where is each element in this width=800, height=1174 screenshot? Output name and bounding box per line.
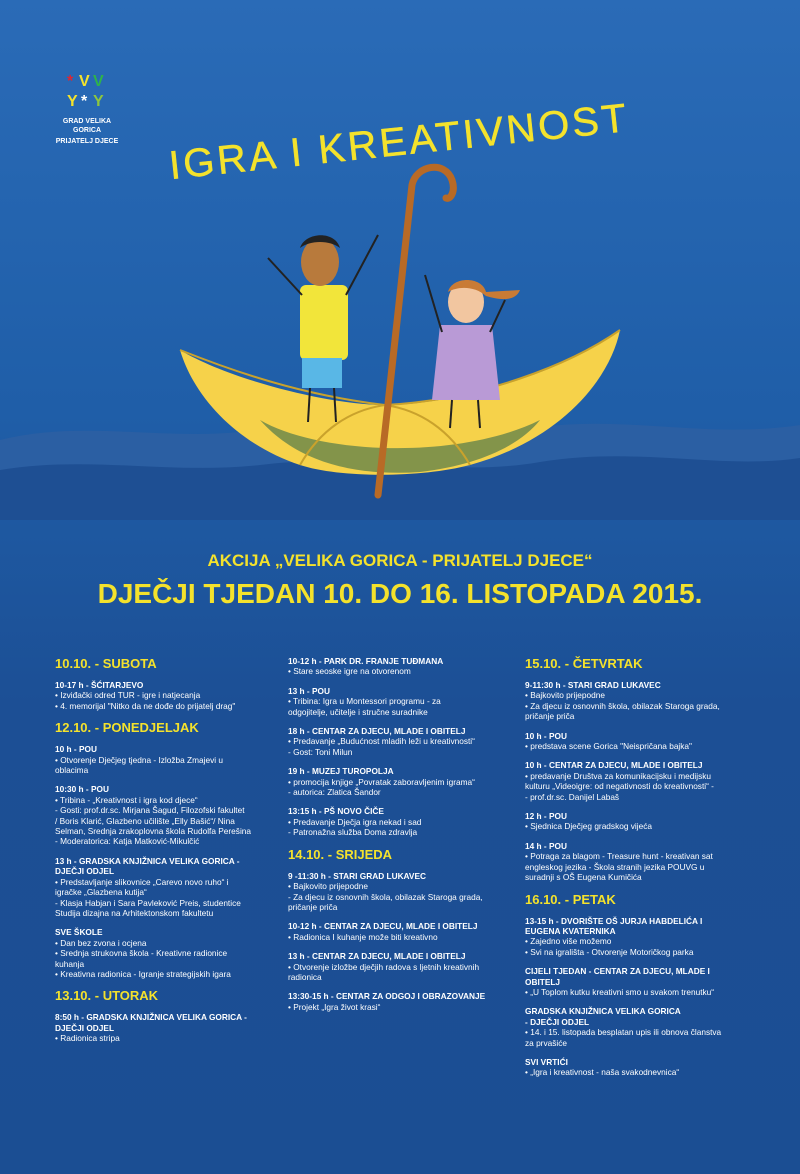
event-line: • Otvorenje Dječjeg tjedna - Izložba Zmajevi u [55,754,223,765]
event-line: • Otvorenje izložbe dječjih radova s ljetnih kreativnih [288,961,480,972]
event-heading-cont: EUGENA KVATERNIKA [525,925,616,936]
event-heading: 9-11:30 h - STARI GRAD LUKAVEC [525,680,661,690]
event-heading-cont: - DJEČJI ODJEL [525,1016,590,1027]
event-line: - autorica: Zlatica Šandor [288,787,381,798]
campaign-subtitle: AKCIJA „VELIKA GORICA - PRIJATELJ DJECE“ [207,551,593,570]
event-line: - Moderatorica: Katja Matković-Mikulčić [55,836,200,847]
event-heading: 10-17 h - ŠĆITARJEVO [55,680,144,690]
event-heading: 19 h - MUZEJ TUROPOLJA [288,766,394,777]
event-heading: 10 h - CENTAR ZA DJECU, MLADE I OBITELJ [525,760,703,771]
event-line: suradnji s OŠ Eugena Kumičića [525,872,642,883]
event-line: - Za djecu iz osnovnih škola, obilazak Staroga grada, [288,891,483,902]
event-heading: 10 h - POU [525,730,567,741]
event-item [525,760,755,802]
event-item [288,686,518,717]
event-item [525,811,755,832]
event-item [55,744,295,775]
svg-text:Y: Y [93,93,104,110]
event-line: • Predstavljanje slikovnice „Carevo novo ruho“ i [55,876,229,887]
event-item [55,784,295,846]
event-line: • Radionica I kuhanje može biti kreativno [288,931,438,942]
event-line: • Radionica stripa [55,1033,120,1044]
day-heading: 16.10. - PETAK [525,891,616,907]
event-item [288,951,518,982]
event-line: pričanje priča [525,711,575,722]
event-item [288,806,518,837]
day-heading: 15.10. - ČETVRTAK [525,656,643,671]
event-item [288,871,518,913]
event-item [288,991,518,1012]
event-item [525,966,755,997]
event-line: - Patronažna služba Doma zdravlja [288,827,418,838]
logo-caption-2: PRIJATELJ DJECE [55,138,119,145]
event-item [525,1057,755,1078]
logo-mark-icon [65,70,109,110]
event-heading: CIJELI TJEDAN - CENTAR ZA DJECU, MLADE I [525,966,710,977]
event-heading-cont: OBITELJ [525,976,561,987]
event-line: - Gost: Toni Milun [288,746,353,757]
event-line: • Izviđački odred TUR - igre i natjecanja [55,690,201,701]
event-heading: 13 h - GRADSKA KNJIŽNICA VELIKA GORICA - [55,855,240,866]
event-line: oblacima [55,765,89,776]
event-heading-cont: DJEČJI ODJEL [55,1022,115,1033]
schedule-column-1 [55,656,295,1053]
event-line: • Dan bez zvona i ocjena [55,937,147,948]
event-item [55,1012,295,1043]
day-heading: 14.10. - SRIJEDA [288,846,393,862]
event-line: • promocija knjige „Povratak zaboravljenim igrama“ [288,776,475,787]
event-line: Studija dizajna na Arhitektonskom fakultetu [55,907,214,918]
event-line: • Potraga za blagom - Treasure hunt - kreativan sat [525,851,713,862]
event-line: - Gosti: prof.dr.sc. Mirjana Šagud, Filozofski fakultet [55,805,245,816]
event-heading: GRADSKA KNJIŽNICA VELIKA GORICA [525,1006,681,1017]
logo [52,70,122,146]
event-line: • Predavanje Dječja igra nekad i sad [288,816,422,827]
event-line: Selman, Srednja zrakoplovna škola Rudolfa Perešina [55,826,252,837]
event-line: • „U Toplom kutku kreativni smo u svakom trenutku“ [525,986,715,997]
event-heading: 10-12 h - CENTAR ZA DJECU, MLADE I OBITELJ [288,921,478,932]
event-line: • Svi na igrališta - Otvorenje Motoričkog parka [525,946,694,957]
event-item [525,1006,755,1048]
event-heading: 18 h - CENTAR ZA DJECU, MLADE I OBITELJ [288,726,466,737]
event-item [55,680,295,711]
event-line: • Zajedno više možemo [525,936,612,947]
schedule-column-2 [288,656,518,1021]
event-line: pričanje priča [288,901,338,912]
event-line: • Sjednica Dječjeg gradskog vijeća [525,821,652,832]
event-heading: 13 h - POU [288,685,330,696]
event-line: • Tribina - „Kreativnost i igra kod djece“ [55,794,198,805]
event-line: • Srednja strukovna škola - Kreativne radionice [55,948,228,959]
event-line: kuhanja [55,958,85,969]
event-heading: 10:30 h - POU [55,784,109,795]
event-heading: 13-15 h - DVORIŠTE OŠ JURJA HABDELIĆA I [525,915,703,926]
event-item [525,680,755,722]
event-line: • Tribina: Igra u Montessori programu - za [288,696,441,707]
event-item [288,766,518,797]
event-heading: SVI VRTIĆI [525,1056,568,1067]
day-heading: 12.10. - PONEDJELJAK [55,720,199,736]
event-item [525,731,755,752]
event-line: • „Igra i kreativnost - naša svakodnevnica“ [525,1067,680,1078]
event-line: • predavanje Društva za komunikacijsku i medijsku [525,770,711,781]
event-line: odgojitelje, učitelje i stručne suradnike [288,706,428,717]
day-heading: 13.10. - UTORAK [55,988,159,1004]
event-heading: 12 h - POU [525,811,567,822]
event-item [288,921,518,942]
event-line: engleskog jezika - Škola stranih jezika POUVG u [525,861,705,872]
event-heading: 9 -11:30 h - STARI GRAD LUKAVEC [288,870,426,881]
event-line: kulturu „Videoigre: od negativnosti do kreativnosti“ - [525,781,714,792]
svg-text:*: * [81,93,88,110]
event-heading: SVE ŠKOLE [55,927,103,938]
event-line: • Kreativna radionica - Igranje strategijskih igara [55,968,231,979]
svg-text:Y: Y [67,93,78,110]
event-heading: 13 h - CENTAR ZA DJECU, MLADE I OBITELJ [288,951,466,962]
event-title: DJEČJI TJEDAN 10. DO 16. LISTOPADA 2015. [97,578,703,609]
event-line: / Boris Klarić, Glazbeno učilište „Elly Bašić“/ Nina [55,815,235,826]
event-heading: 14 h - POU [525,840,567,851]
event-line: • predstava scene Gorica "Neispričana bajka" [525,741,692,752]
event-item [525,916,755,958]
event-line: radionica [288,971,322,982]
event-line: • Projekt „Igra život krasi“ [288,1001,381,1012]
event-line: • Bajkovito prijepodne [525,690,605,701]
event-item [55,927,295,979]
event-heading: 13:30-15 h - CENTAR ZA ODGOJ I OBRAZOVANJE [288,991,486,1002]
event-item [288,726,518,757]
svg-text:V: V [93,73,104,90]
event-heading: 13:15 h - PŠ NOVO ČIČE [288,806,384,817]
event-heading: 8:50 h - GRADSKA KNJIŽNICA VELIKA GORICA - [55,1012,247,1023]
event-line: - prof.dr.sc. Danijel Labaš [525,791,620,802]
event-heading: 10 h - POU [55,744,97,755]
logo-caption-1: GRAD VELIKA GORICA [62,118,112,134]
event-item [525,841,755,883]
event-item [55,856,295,918]
event-line: • Stare seoske igre na otvorenom [288,666,411,677]
event-line: • Predavanje „Budućnost mladih leži u kreativnosti“ [288,736,475,747]
event-line: • Bajkovito prijepodne [288,881,368,892]
event-heading-cont: DJEČJI ODJEL [55,866,115,877]
svg-text:V: V [79,73,90,90]
event-line: za prvašiće [525,1037,567,1048]
event-item [288,656,518,677]
title-art: IGRA I KREATIVNOST [167,96,632,189]
event-line: - Klasja Habjan i Sara Pavleković Preis, studentice [55,897,241,908]
event-line: • 4. memorijal "Nitko da ne dođe do prijatelj drag" [55,700,236,711]
event-heading: 10-12 h - PARK DR. FRANJE TUĐMANA [288,656,444,666]
svg-text:*: * [67,73,74,90]
event-line: igračke „Glazbena kutija“ [55,887,147,898]
event-line: • Za djecu iz osnovnih škola, obilazak Staroga grada, [525,700,720,711]
event-line: • 14. i 15. listopada besplatan upis ili obnova članstva [525,1027,722,1038]
day-heading: 10.10. - SUBOTA [55,656,157,671]
schedule-column-3 [525,656,755,1087]
